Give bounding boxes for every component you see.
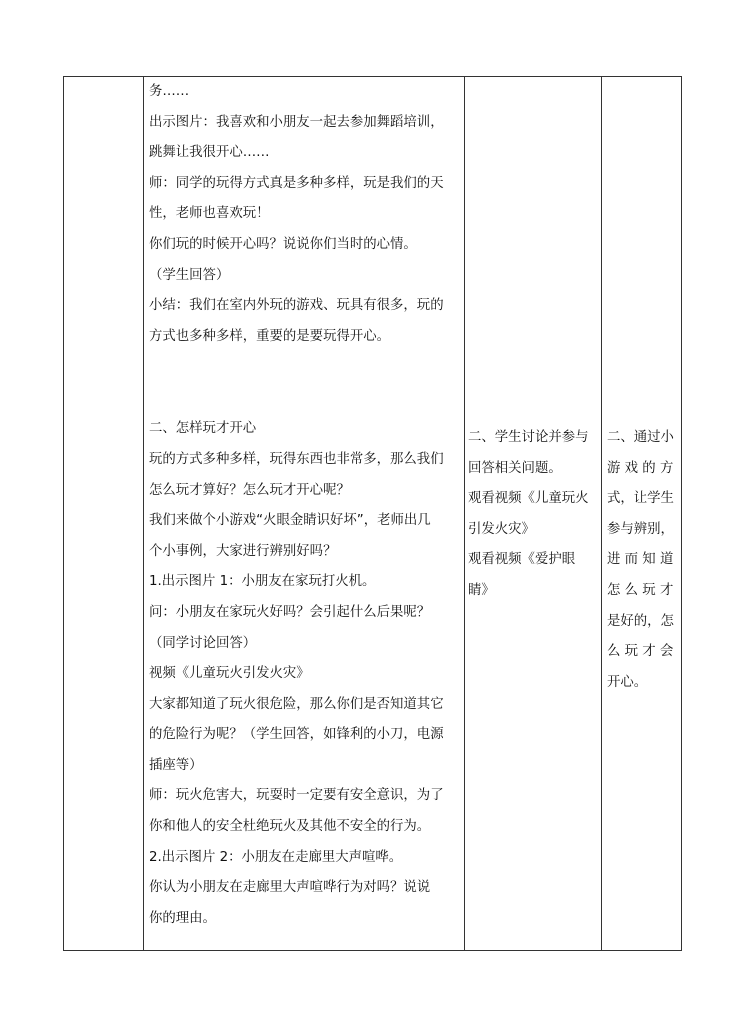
column-divider (143, 77, 144, 950)
text-line: 我们来做个小游戏“火眼金睛识好坏”，老师出几 (149, 513, 431, 529)
text-line: 问：小朋友在家玩火好吗？会引起什么后果呢？ (149, 604, 431, 620)
text-line: 式，让学生 (607, 491, 674, 507)
text-line: 二、学生讨论并参与 (468, 430, 589, 445)
text-line: 观看视频《儿童玩火 (468, 491, 589, 507)
text-line: 的危险行为呢？（学生回答，如锋利的小刀，电源 (149, 727, 444, 743)
text-line: 引发火灾》 (468, 521, 535, 537)
text-line: 参与辨别， (607, 521, 674, 537)
text-line: 怎么玩才算好？怎么玩才开心呢？ (149, 482, 350, 498)
text-line: 出示图片：我喜欢和小朋友一起去参加舞蹈培训， (149, 114, 444, 130)
section-heading: 二、怎样玩才开心 (149, 421, 257, 437)
text-line: 怎 么 玩 才 (607, 582, 674, 598)
text-line: 玩的方式多种多样，玩得东西也非常多，那么我们 (149, 451, 444, 467)
text-line: 务…… (149, 84, 190, 99)
text-line: 游 戏 的 方 (607, 460, 674, 476)
text-line: 小结：我们在室内外玩的游戏、玩具有很多，玩的 (149, 298, 444, 314)
lesson-plan-table (63, 76, 682, 951)
text-line: 师：玩火危害大，玩耍时一定要有安全意识，为了 (149, 788, 444, 804)
text-line: 开心。 (607, 674, 648, 690)
text-line: （学生回答） (149, 267, 230, 283)
text-line: 你的理由。 (149, 910, 216, 926)
text-line: 大家都知道了玩火很危险，那么你们是否知道其它 (149, 696, 444, 712)
text-line: 方式也多种多样，重要的是要玩得开心。 (149, 328, 391, 344)
text-line: 2.出示图片 2：小朋友在走廊里大声喧哗。 (149, 849, 403, 865)
text-line: 回答相关问题。 (468, 460, 562, 476)
column-divider (601, 77, 602, 950)
text-line: 你认为小朋友在走廊里大声喧哗行为对吗？说说 (149, 880, 431, 896)
text-line: 进 而 知 道 (607, 552, 674, 568)
teaching-process-cell (149, 77, 464, 934)
design-intent-cell (607, 423, 679, 698)
column-divider (464, 77, 465, 950)
text-line: 性，老师也喜欢玩！ (149, 206, 270, 222)
student-activity-cell (468, 423, 598, 607)
text-line: 师：同学的玩得方式真是多种多样，玩是我们的天 (149, 175, 444, 191)
text-line: 二、通过小 (607, 430, 674, 445)
text-line: 你们玩的时候开心吗？说说你们当时的心情。 (149, 236, 417, 252)
text-line: 视频《儿童玩火引发火灾》 (149, 666, 310, 682)
text-line: 你和他人的安全杜绝玩火及其他不安全的行为。 (149, 819, 431, 835)
text-line: 睛》 (468, 582, 495, 598)
text-line: 个小事例，大家进行辨别好吗？ (149, 543, 337, 559)
text-line: 是好的，怎 (607, 613, 674, 629)
text-line: 1.出示图片 1：小朋友在家玩打火机。 (149, 574, 376, 590)
text-line: 跳舞让我很开心…… (149, 145, 270, 161)
text-line: （同学讨论回答） (149, 635, 257, 651)
text-line: 观看视频《爱护眼 (468, 552, 576, 568)
text-line: 插座等） (149, 757, 203, 773)
text-line: 么 玩 才 会 (607, 644, 674, 660)
